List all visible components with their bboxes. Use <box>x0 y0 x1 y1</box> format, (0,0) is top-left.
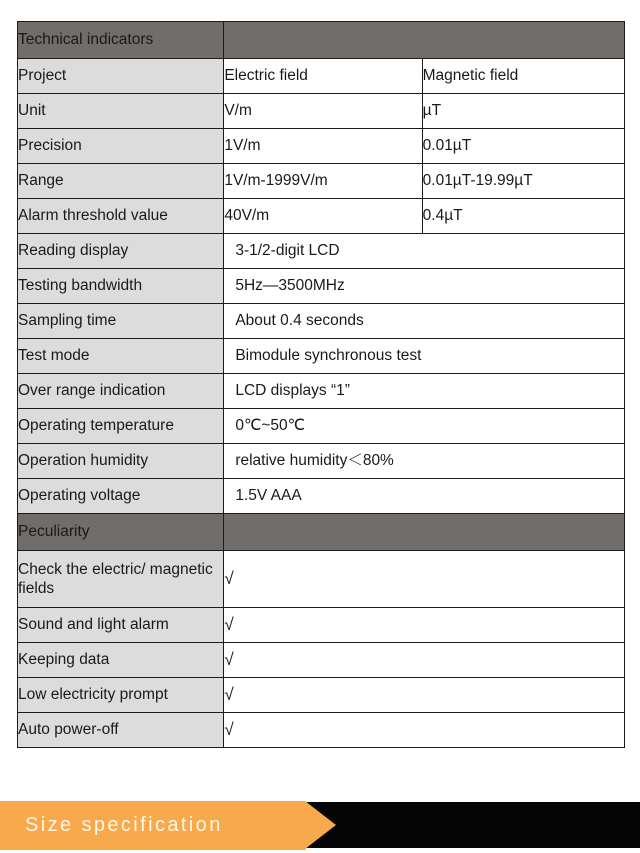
section-header-row <box>18 514 625 551</box>
row-label: Range <box>18 164 224 199</box>
checkmark-icon: √ <box>224 685 234 705</box>
table-row <box>18 409 625 444</box>
specification-table <box>17 21 625 748</box>
row-label: Project <box>18 59 224 94</box>
row-label: Keeping data <box>18 643 224 678</box>
row-label: Testing bandwidth <box>18 269 224 304</box>
row-value: About 0.4 seconds <box>224 304 625 339</box>
row-value: Bimodule synchronous test <box>224 339 625 374</box>
row-value-electric: 40V/m <box>224 199 422 234</box>
row-label: Over range indication <box>18 374 224 409</box>
checkmark-icon: √ <box>224 569 234 589</box>
row-label: Auto power-off <box>18 713 224 748</box>
table-row <box>18 444 625 479</box>
row-label: Alarm threshold value <box>18 199 224 234</box>
row-label: Unit <box>18 94 224 129</box>
row-value-checkmark <box>224 678 625 713</box>
row-value-checkmark <box>224 643 625 678</box>
checkmark-icon: √ <box>224 720 234 740</box>
row-value-electric: Electric field <box>224 59 422 94</box>
table-row <box>18 339 625 374</box>
table-row <box>18 234 625 269</box>
table-row <box>18 374 625 409</box>
row-label: Test mode <box>18 339 224 374</box>
row-label: Operating temperature <box>18 409 224 444</box>
table-row <box>18 94 625 129</box>
row-label: Low electricity prompt <box>18 678 224 713</box>
row-label: Precision <box>18 129 224 164</box>
row-value: LCD displays “1” <box>224 374 625 409</box>
checkmark-icon: √ <box>224 615 234 635</box>
table-row <box>18 304 625 339</box>
section-header-filler <box>224 22 625 59</box>
row-value: 0℃~50℃ <box>224 409 625 444</box>
table-row <box>18 129 625 164</box>
table-row <box>18 608 625 643</box>
banner-arrow-icon <box>305 801 336 849</box>
row-value-magnetic: 0.01µT-19.99µT <box>422 164 624 199</box>
row-value-checkmark <box>224 608 625 643</box>
checkmark-icon: √ <box>224 650 234 670</box>
section-header-row <box>18 22 625 59</box>
row-label: Sound and light alarm <box>18 608 224 643</box>
row-value-electric: 1V/m <box>224 129 422 164</box>
banner-title: Size specification <box>25 814 223 836</box>
row-value-magnetic: 0.4µT <box>422 199 624 234</box>
row-label: Operation humidity <box>18 444 224 479</box>
row-label: Reading display <box>18 234 224 269</box>
specification-table-container <box>17 21 625 748</box>
row-value: 1.5V AAA <box>224 479 625 514</box>
row-value-magnetic: µT <box>422 94 624 129</box>
table-row <box>18 643 625 678</box>
row-label <box>18 551 224 608</box>
section-header-peculiarity: Peculiarity <box>18 514 224 551</box>
row-value-magnetic: 0.01µT <box>422 129 624 164</box>
row-value-checkmark <box>224 551 625 608</box>
table-row <box>18 269 625 304</box>
table-row <box>18 713 625 748</box>
banner-black-bar <box>300 802 640 848</box>
row-label-text: Check the electric/ magnetic fields <box>18 560 213 597</box>
row-value: relative humidity＜80% <box>224 444 625 479</box>
row-label: Sampling time <box>18 304 224 339</box>
table-row <box>18 59 625 94</box>
table-row <box>18 678 625 713</box>
table-row <box>18 479 625 514</box>
table-row <box>18 199 625 234</box>
table-row <box>18 164 625 199</box>
section-header-filler <box>224 514 625 551</box>
row-value: 5Hz—3500MHz <box>224 269 625 304</box>
table-row <box>18 551 625 608</box>
row-value-magnetic: Magnetic field <box>422 59 624 94</box>
row-value: 3-1/2-digit LCD <box>224 234 625 269</box>
section-header-technical-indicators: Technical indicators <box>18 22 224 59</box>
row-label: Operating voltage <box>18 479 224 514</box>
row-value-electric: 1V/m-1999V/m <box>224 164 422 199</box>
row-value-checkmark <box>224 713 625 748</box>
row-value-electric: V/m <box>224 94 422 129</box>
size-specification-banner <box>0 801 640 851</box>
